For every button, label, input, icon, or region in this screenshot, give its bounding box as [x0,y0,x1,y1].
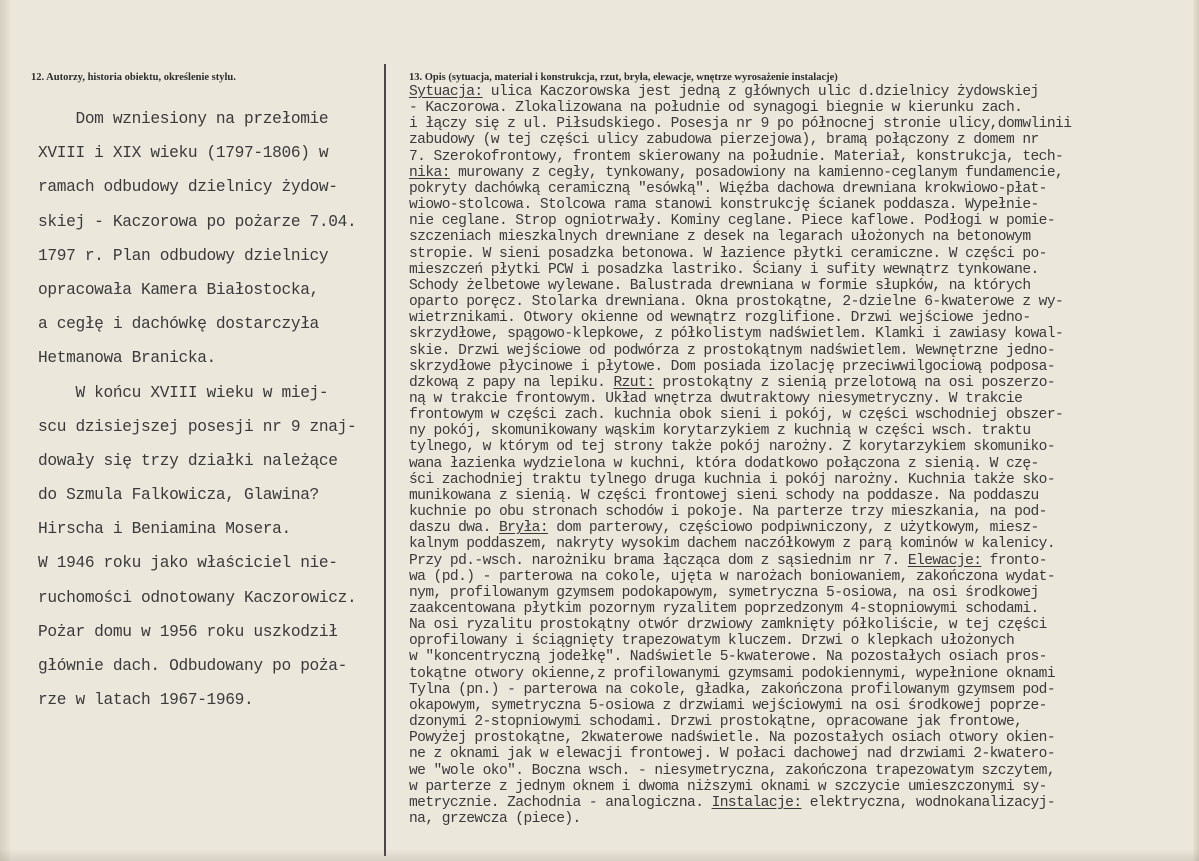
description-text: daszu dwa. [409,520,499,537]
history-text-line: ramach odbudowy dzielnicy żydow- [38,178,338,197]
description-text-line [409,569,1197,585]
description-text: wa (pd.) - parterowa na cokole, ujęta w narożach boniowaniem, zakończona wydat- [409,568,1056,585]
section-label: nika: [409,164,450,181]
description-text-line [409,553,1197,569]
description-text: pokryty dachówką ceramiczną "esówką". Więźba dachowa drewniana krokwiowo-płat- [409,180,1047,197]
description-text-line [409,423,1197,439]
description-text-line [409,779,1197,795]
history-text-line: a cegłę i dachówkę dostarczyła [38,315,319,334]
description-text: wana łazienka wydzielona w kuchni, która dodatkowo połączona z sienią. W czę- [409,455,1039,472]
description-text-line [409,197,1197,213]
description-text: tylnego, w którym od tej strony także pokój narożny. Z korytarzykiem skomuniko- [409,439,1056,456]
description-text: i łączy się z ul. Piłsudskiego. Posesja nr 9 po północnej stronie ulicy,domwlinii [409,116,1072,133]
description-text-line [409,617,1197,633]
description-text: mieszczeń płytki PCW i posadzka lastriko. Ściany i sufity wewnątrz tynkowane. [409,261,1039,278]
description-text-line [409,536,1197,552]
section-label: Instalacje: [711,794,802,811]
description-text: ści zachodniej traktu tylnego druga kuchnia i pokój narożny. Kuchnia także sko- [409,471,1056,488]
description-text-line [409,504,1197,520]
description-text-line [409,391,1197,407]
description-text: munikowana z sienią. W części frontowej sieni schody na poddasze. Na poddaszu [409,487,1039,504]
description-text: we "wole oko". Boczna wsch. - niesymetryczna, zakończona trapezowatym szczytem, [409,762,1056,779]
history-text-line: Hirscha i Beniamina Mosera. [38,520,291,539]
section-12-header: 12. Autorzy, historia obiektu, określenie stylu. [31,72,236,83]
description-text-line [409,278,1197,294]
description-text: w "koncentryczną jodełkę". Nadświetle 5-kwaterowe. Na pozostałych osiach pros- [409,649,1047,666]
history-text-line: skiej - Kaczorowa po pożarze 7.04. [38,212,357,231]
description-text-line [409,181,1197,197]
description-text: zaakcentowana płytkim pozornym ryzalitem poprzedzonym 4-stopniowymi schodami. [409,601,1039,617]
description-text: oprofilowany i ściągnięty trapezowatym kluczem. Drzwi o klepkach ułożonych [409,633,1015,650]
description-text: skrzydłowe płycinowe i płytowe. Dom posiada izolację przeciwwilgociową podposa- [409,358,1056,375]
section-label: Rzut: [613,374,655,391]
description-text-line [409,294,1197,310]
description-text-line [409,149,1197,165]
description-text: elektryczna, wodnokanalizacyj- [801,794,1056,811]
description-text: kuchnie po obu stronach schodów i pokoje. Na parterze trzy mieszkania, na pod- [409,504,1047,521]
description-text-column [409,84,1197,827]
description-text: Powyżej prostokątne, 2kwaterowe nadświetle. Na pozostałych osiach otwory okien- [409,730,1056,747]
description-text: Na osi ryzalitu prostokątny otwór drzwiowy zamknięty półkoliście, w tej części [409,617,1047,634]
description-text-line [409,666,1197,682]
description-text-line [409,456,1197,472]
description-text-line [409,165,1197,181]
description-text: nym, profilowanym gzymsem podokapowym, symetryczna 5-osiowa, na osi środkowej [409,584,1039,601]
description-text: szczeniach mieszkalnych drewniane z desek na legarach ułożonych na betonowym [409,229,1031,246]
history-text-line: Dom wzniesiony na przełomie [38,110,329,128]
description-text: Przy pd.-wsch. narożniku brama łącząca dom z sąsiednim nr 7. [409,552,908,569]
description-text: murowany z cegły, tynkowany, posadowiony na kamienno-ceglanym fundamencie, [449,164,1064,181]
description-text-line [409,229,1197,245]
description-text-line [409,730,1197,746]
description-text-line [409,488,1197,504]
history-text-line: Hetmanowa Branicka. [38,349,216,368]
description-text: Schody żelbetowe wylewane. Balustrada drewniana w formie słupków, na których [409,277,1031,294]
description-text: ne z oknami jak w elewacji frontowej. W połaci dachowej nad drzwiami 2-kwatero- [409,746,1056,763]
description-text: okapowym, symetryczna 5-osiowa z drzwiami wejściowymi na osi środkowej poprze- [409,697,1047,714]
description-text: dzonymi 2-stopniowymi schodami. Drzwi prostokątne, opracowane jak frontowe, [409,714,1023,731]
description-text: ny pokój, skomunikowany wąskim korytarzykiem z kuchnią w części wsch. traktu [409,423,1031,440]
description-text-line [409,698,1197,714]
history-text-line: XVIII i XIX wieku (1797-1806) w [38,144,329,163]
history-text-column [38,102,378,717]
description-text-line [409,343,1197,359]
paper-left-edge [0,0,10,861]
description-text-line [409,439,1197,455]
description-text: fronto- [981,552,1047,569]
description-text-line [409,213,1197,229]
description-text-line [409,746,1197,762]
description-text: ną w trakcie frontowym. Układ wnętrza dwutraktowy niesymetryczny. W trakcie [409,390,1023,407]
history-text-line: ruchomości odnotowany Kaczorowicz. [38,588,357,607]
description-text-line [409,246,1197,262]
history-text-line: głównie dach. Odbudowany po poża- [38,657,348,675]
description-text: stropie. W sieni posadzka betonowa. W łazience płytki ceramiczne. W części po- [409,245,1047,262]
description-text-line [409,100,1197,116]
description-text: 7. Szerokofrontowy, frontem skierowany na południe. Materiał, konstrukcja, tech- [409,148,1064,165]
description-text: wiowo-stolcowa. Stolcowa rama stanowi konstrukcję ścianek poddasza. Wypełnie- [409,197,1039,214]
description-text-line [409,375,1197,391]
description-text-line [409,520,1197,536]
history-text-line: rze w latach 1967-1969. [38,691,254,710]
description-text: - Kaczorowa. Zlokalizowana na południe od synagogi biegnie w kierunku zach. [409,100,1023,117]
description-text-line [409,472,1197,488]
section-13-header: 13. Opis (sytuacja, materiał i konstrukcja, rzut, bryła, elewacje, wnętrze wyrosażenie instalacje) [409,72,838,83]
description-text: frontowym w części zach. kuchnia obok sieni i pokój, w części wschodniej obszer- [409,407,1064,424]
description-text-line [409,795,1197,811]
description-text: wietrznikami. Otwory okienne od wewnątrz rozglifione. Drzwi wejściowe jedno- [409,310,1031,327]
description-text: tokątne otwory okienne,z profilowanymi gzymsami podokiennymi, wypełnione oknami [409,665,1056,682]
description-text: ulica Kaczorowska jest jedną z głównych ulic d.dzielnicy żydowskiej [482,84,1039,100]
section-label: Bryła: [498,520,549,537]
description-text-line [409,407,1197,423]
section-label: Sytuacja: [409,84,483,100]
description-text-line [409,682,1197,698]
description-text-line [409,326,1197,342]
history-text-line: opracowała Kamera Białostocka, [38,280,319,299]
description-text: skrzydłowe, spągowo-klepkowe, z półkolistym nadświetlem. Klamki i zawiasy kowal- [409,326,1064,343]
description-text: zabudowy (w tej części ulicy zabudowa pierzejowa), bramą połączony z domem nr [409,132,1039,149]
description-text: w parterze z jednym oknem i dwoma niższymi oknami w szczycie umieszczonymi sy- [409,778,1047,795]
description-text-line [409,714,1197,730]
description-text-line [409,763,1197,779]
history-text-line: W końcu XVIII wieku w miej- [38,383,329,402]
section-label: Elewacje: [907,552,982,569]
description-text-line [409,116,1197,132]
description-text: na, grzewcza (piece). [409,811,581,828]
description-text: metrycznie. Zachodnia - analogiczna. [409,794,712,811]
description-text: oparto poręcz. Stolarka drewniana. Okna prostokątne, 2-dzielne 6-kwaterowe z wy- [409,294,1064,311]
history-text-line: scu dzisiejszej posesji nr 9 znaj- [38,417,357,436]
description-text-line [409,811,1197,827]
description-text-line [409,84,1197,100]
description-text-line [409,601,1197,617]
description-text: dzkową z papy na lepiku. [409,374,614,391]
history-text-line: dowały się trzy działki należące [38,451,338,470]
description-text-line [409,310,1197,326]
history-text-line: do Szmula Falkowicza, Glawina? [38,486,319,505]
description-text: skie. Drzwi wejściowe od podwórza z prostokątnym nadświetlem. Wewnętrzne jedno- [409,342,1056,359]
column-divider [384,64,386,856]
description-text-line [409,633,1197,649]
description-text: prostokątny z sienią przelotową na osi poszerzo- [654,374,1056,391]
history-text-line: W 1946 roku jako właściciel nie- [38,554,338,573]
paper-bottom-shadow [0,849,1199,861]
history-text-line: 1797 r. Plan odbudowy dzielnicy [38,246,329,265]
description-text: nie ceglane. Strop ogniotrwały. Kominy ceglane. Piece kaflowe. Podłogi w pomie- [409,213,1056,230]
description-text: Tylna (pn.) - parterowa na cokole, gładka, zakończona profilowanym gzymsem pod- [409,681,1056,698]
history-text-line: Pożar domu w 1956 roku uszkodził [38,622,338,641]
description-text: kalnym poddaszem, nakryty wysokim dachem naczółkowym z parą kominów w kalenicy. [409,536,1056,553]
description-text-line [409,262,1197,278]
description-text-line [409,132,1197,148]
description-text-line [409,585,1197,601]
description-text: dom parterowy, częściowo podpiwniczony, z użytkowym, miesz- [548,520,1039,537]
description-text-line [409,359,1197,375]
description-text-line [409,649,1197,665]
